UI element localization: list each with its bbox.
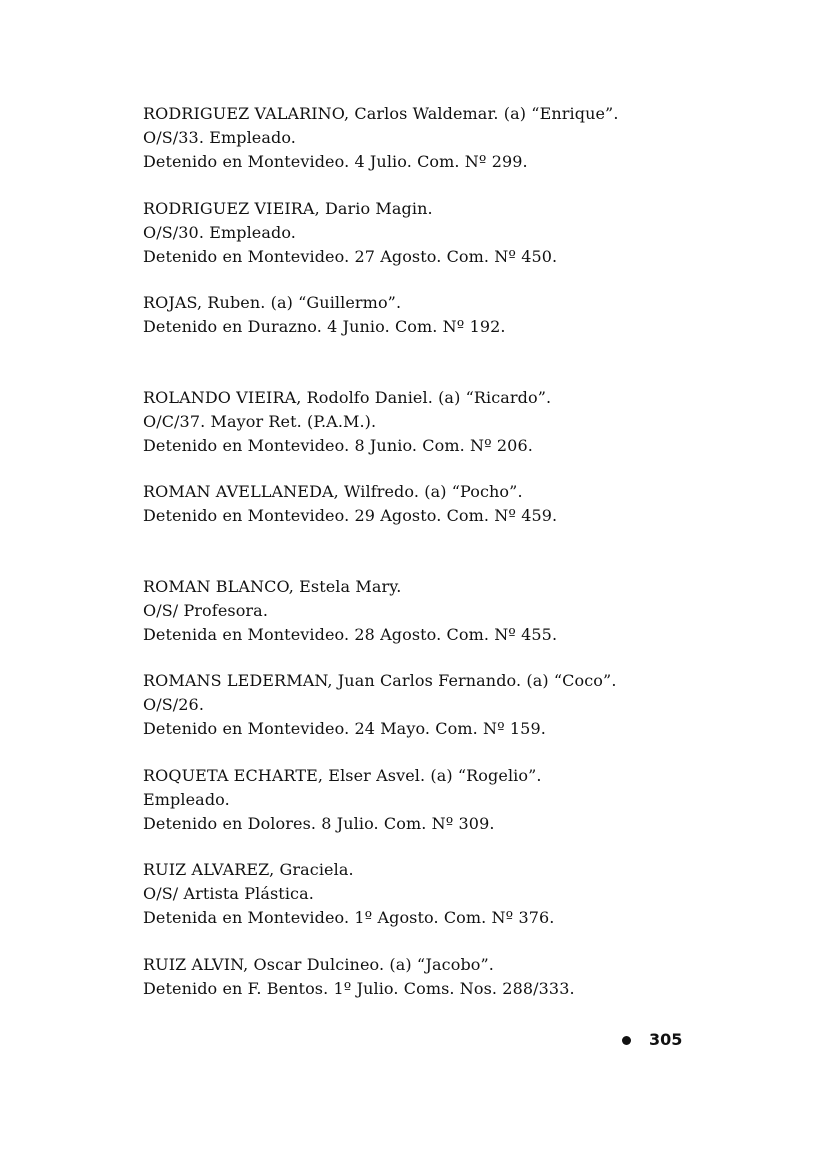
entry-name-line: ROMANS LEDERMAN, Juan Carlos Fernando. (a) “Coco”. (143, 671, 617, 690)
entry-rojas (143, 291, 703, 386)
entry-name-line: RODRIGUEZ VIEIRA, Dario Magin. (143, 198, 433, 218)
entry-detention-line: Detenido en Montevideo. 27 Agosto. Com. Nº 450. (143, 246, 558, 266)
entry-roqueta-echarte (143, 764, 703, 859)
entry-roman-avellaneda (143, 480, 703, 575)
entry-name-line: RUIZ ALVIN, Oscar Dulcineo. (a) “Jacobo”. (143, 954, 494, 974)
page-number: 305 (649, 1030, 683, 1049)
entry-detail-line: O/S/33. Empleado. (143, 128, 296, 147)
entry-detail-line: O/S/ Artista Plástica. (143, 884, 314, 903)
entry-detail-line: O/S/30. Empleado. (143, 222, 296, 242)
entry-detention-line: Detenida en Montevideo. 1º Agosto. Com. Nº 376. (143, 908, 555, 927)
entry-detention-line: Detenido en Montevideo. 24 Mayo. Com. Nº 159. (143, 719, 546, 738)
entry-name-line: ROJAS, Ruben. (a) “Guillermo”. (143, 293, 402, 312)
entry-ruiz-alvin (143, 953, 703, 1048)
entry-detention-line: Detenido en Montevideo. 8 Junio. Com. Nº 206. (143, 435, 533, 455)
entry-name-line: ROLANDO VIEIRA, Rodolfo Daniel. (a) “Ricardo”. (143, 387, 552, 407)
entry-detail-line: O/S/ Profesora. (143, 600, 268, 620)
entry-roman-blanco (143, 575, 703, 670)
entry-detention-line: Detenida en Montevideo. 28 Agosto. Com. Nº 455. (143, 624, 558, 644)
entry-romans-lederman (143, 669, 703, 764)
entry-name-line: ROQUETA ECHARTE, Elser Asvel. (a) “Rogelio”. (143, 765, 542, 785)
entry-rodriguez-valarino (143, 102, 703, 197)
entry-name-line: ROMAN AVELLANEDA, Wilfredo. (a) “Pocho”. (143, 482, 523, 501)
entry-detention-line: Detenido en Dolores. 8 Julio. Com. Nº 309. (143, 813, 495, 833)
entry-detention-line: Detenido en Durazno. 4 Junio. Com. Nº 192. (143, 317, 506, 336)
entry-name-line: RODRIGUEZ VALARINO, Carlos Waldemar. (a) “Enrique”. (143, 104, 619, 123)
entry-detention-line: Detenido en Montevideo. 29 Agosto. Com. Nº 459. (143, 506, 558, 525)
entry-detention-line: Detenido en Montevideo. 4 Julio. Com. Nº 299. (143, 152, 528, 171)
entry-rolando-vieira (143, 386, 703, 481)
entry-detention-line: Detenido en F. Bentos. 1º Julio. Coms. Nos. 288/333. (143, 978, 575, 998)
entry-rodriguez-vieira (143, 197, 703, 292)
entry-detail-line: O/S/26. (143, 695, 205, 714)
entry-list (143, 102, 703, 1047)
entry-name-line: RUIZ ALVAREZ, Graciela. (143, 860, 354, 879)
entry-detail-line: Empleado. (143, 789, 230, 809)
entry-detail-line: O/C/37. Mayor Ret. (P.A.M.). (143, 411, 377, 431)
page-footer (622, 1027, 692, 1053)
bullet-dot-icon (622, 1036, 631, 1045)
entry-name-line: ROMAN BLANCO, Estela Mary. (143, 576, 402, 596)
entry-ruiz-alvarez (143, 858, 703, 953)
